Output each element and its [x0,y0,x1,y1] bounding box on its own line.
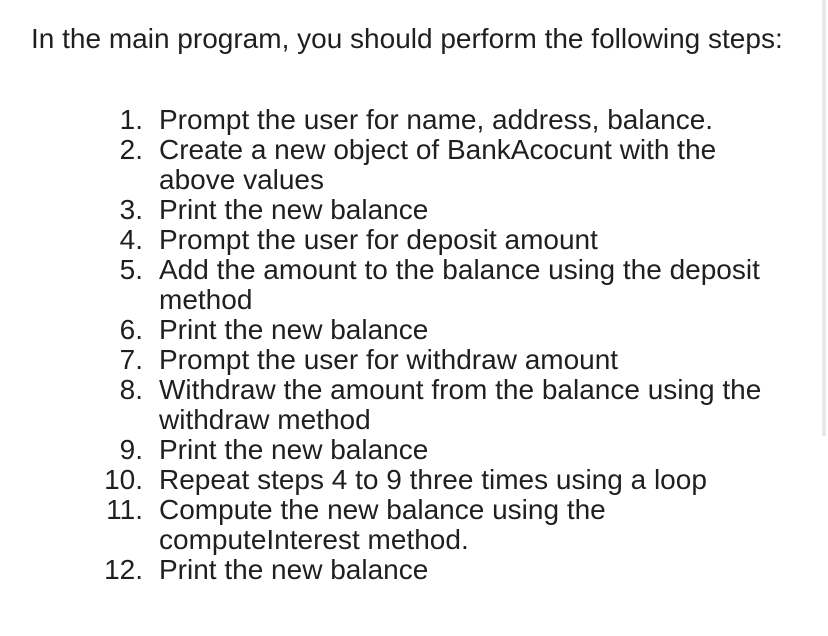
step-number: 12. [104,554,143,585]
step-number: 4. [119,224,143,255]
list-item [0,135,828,195]
step-text: Print the new balance [159,434,429,465]
list-item [0,555,828,585]
intro-paragraph: In the main program, you should perform the following steps: [31,23,783,54]
list-item [0,195,828,225]
step-text: Prompt the user for withdraw amount [159,344,619,375]
step-text: Prompt the user for name, address, balance. [159,104,714,135]
step-number: 10. [104,464,143,495]
list-item [0,255,828,315]
list-item [0,495,828,555]
step-text: Repeat steps 4 to 9 three times using a loop [159,464,707,495]
list-item [0,315,828,345]
step-number: 6. [119,314,143,345]
list-item [0,435,828,465]
step-text: Print the new balance [159,194,429,225]
step-text: Withdraw the amount from the balance using the withdraw method [159,374,762,435]
list-item [0,105,828,135]
list-item [0,225,828,255]
step-text: Create a new object of BankAcocunt with the above values [159,134,717,195]
list-item [0,465,828,495]
step-number: 9. [119,434,143,465]
step-number: 5. [119,254,143,285]
step-number: 2. [119,134,143,165]
step-text: Prompt the user for deposit amount [159,224,598,255]
step-number: 11. [106,494,143,525]
step-number: 3. [119,194,143,225]
step-number: 8. [119,374,143,405]
list-item [0,375,828,435]
step-text: Add the amount to the balance using the deposit method [159,254,760,315]
scrollbar[interactable] [822,0,826,436]
step-number: 7. [119,344,143,375]
step-text: Print the new balance [159,314,429,345]
step-number: 1. [119,104,143,135]
step-text: Compute the new balance using the computeInterest method. [159,494,606,555]
step-text: Print the new balance [159,554,429,585]
list-item [0,345,828,375]
steps-list [0,105,828,585]
